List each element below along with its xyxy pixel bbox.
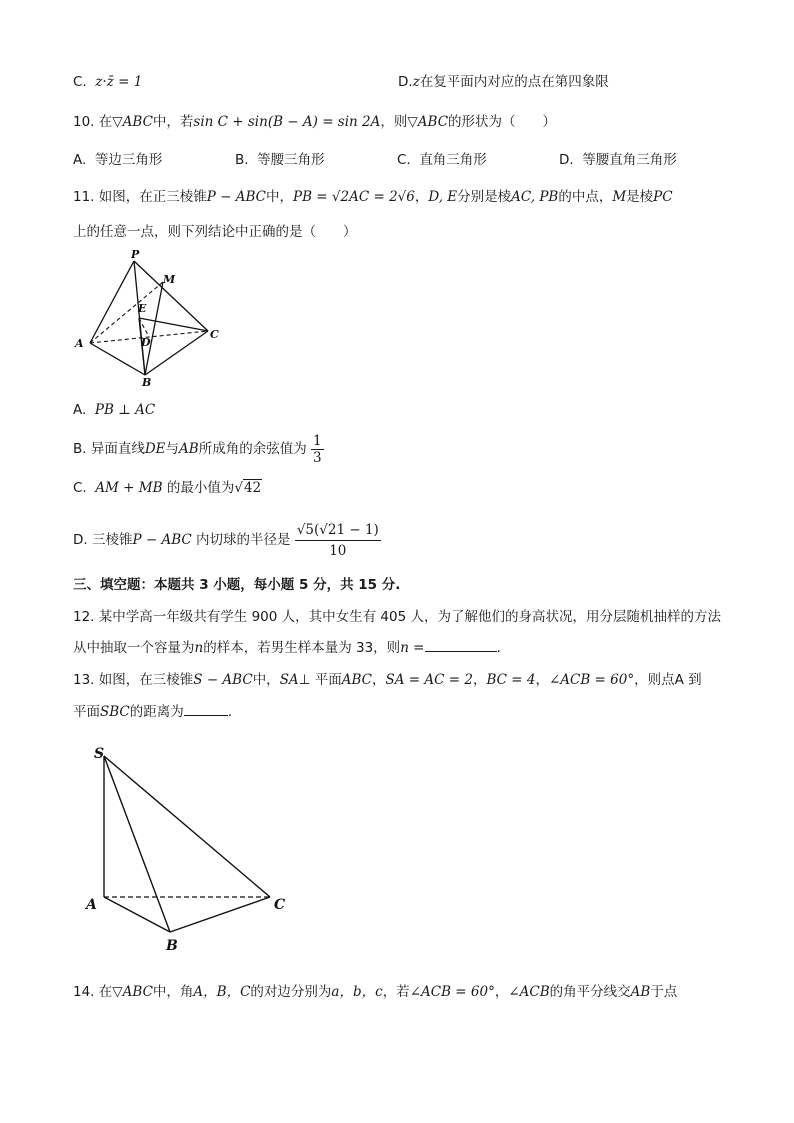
q13-answer-blank[interactable] [184, 715, 228, 716]
q11-option-b: B. 异面直线DE与AB所成角的余弦值为 $\frac{1}{3}$ [73, 432, 322, 466]
q10-option-b: B. 等腰三角形 [235, 152, 325, 168]
q10-stem: 10. 在▽ABC中，若sin C + sin(B − A) = sin 2A，则▽ABC的形状为（ ） [73, 114, 557, 130]
q11-option-b-fraction: $\frac{1}{3}$ [313, 432, 322, 466]
label-A: A [86, 897, 97, 913]
label-C: C [210, 328, 219, 341]
q11-option-d: D. 三棱锥P − ABC 内切球的半径是 $\frac{√5(√21 - 1)}{10}$ [73, 521, 379, 559]
q10-option-a: A. 等边三角形 [73, 152, 163, 168]
label-M: M [163, 273, 176, 286]
q9-option-d: D.z在复平面内对应的点在第四象限 [398, 74, 609, 90]
label-B: B [166, 938, 178, 954]
label-P: P [131, 248, 140, 261]
label-B: B [142, 376, 152, 389]
q13-stem: 13. 如图，在三棱锥S − ABC中，SA⊥ 平面ABC，SA = AC = 2，BC = 4，∠ACB = 60°，则点A 到 [73, 672, 702, 688]
q11-pyramid-figure [70, 248, 230, 390]
q13-pyramid-figure [80, 742, 295, 956]
section-3-heading: 三、填空题：本题共 3 小题，每小题 5 分，共 15 分. [73, 577, 401, 593]
q11-stem: 11. 如图，在正三棱锥P − ABC中，PB = √2AC = 2√6，D, E分别是棱AC, PB的中点，M是棱PC [73, 189, 673, 205]
q11-option-c: C. AM + MB 的最小值为√42 [73, 480, 262, 496]
q12-stem-line2: 从中抽取一个容量为n的样本，若男生样本量为 33，则n = . [73, 640, 501, 656]
q11-stem-line2: 上的任意一点，则下列结论中正确的是（ ） [73, 224, 357, 240]
q11-option-d-fraction: $\frac{√5(√21 - 1)}{10}$ [296, 521, 379, 559]
label-E: E [138, 302, 147, 315]
label-C: C [274, 897, 286, 913]
label-S: S [94, 746, 105, 762]
q9-option-c-expr: z·z̄ = 1 [95, 74, 143, 90]
q9-option-c: C. z·z̄ = 1 [73, 74, 143, 90]
q12-answer-blank[interactable] [425, 651, 497, 652]
q13-stem-line2: 平面SBC的距离为 . [73, 704, 233, 720]
q12-stem-line1: 12. 某中学高一年级共有学生 900 人，其中女生有 405 人，为了解他们的身高状况，用分层随机抽样的方法 [73, 609, 721, 625]
label-A: A [75, 337, 84, 350]
label-D: D [141, 336, 151, 349]
q10-option-c: C. 直角三角形 [397, 152, 487, 168]
q14-stem: 14. 在▽ABC中，角A，B，C的对边分别为a，b，c，若∠ACB = 60°，∠ACB的角平分线交AB于点 [73, 984, 678, 1000]
q10-option-d: D. 等腰直角三角形 [559, 152, 677, 168]
q11-option-a: A. PB ⊥ AC [73, 402, 156, 418]
q10-equation: sin C + sin(B − A) = sin 2A [193, 114, 381, 130]
